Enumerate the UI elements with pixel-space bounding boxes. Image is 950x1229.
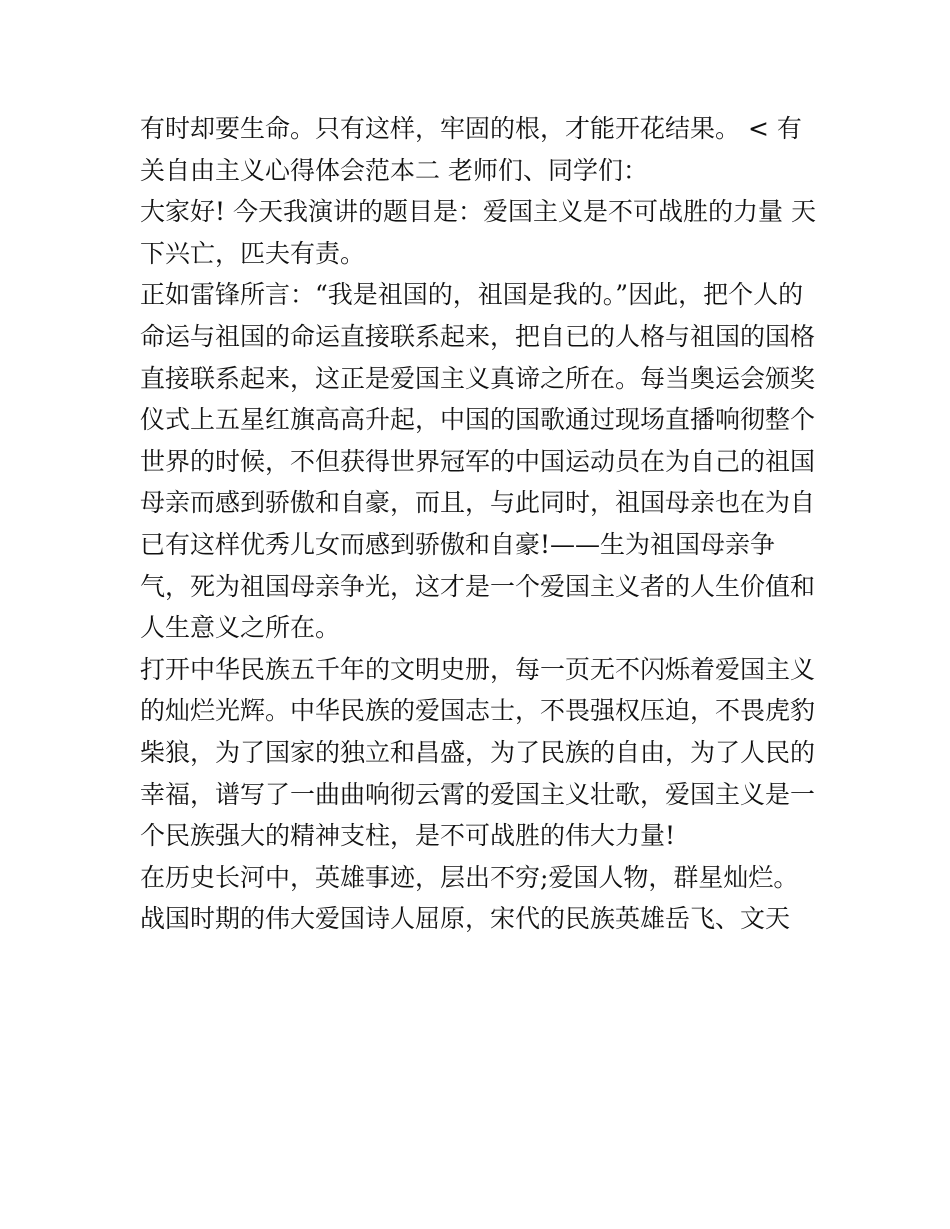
- text-line: 命运与祖国的命运直接联系起来，把自已的人格与祖国的国格: [140, 321, 816, 351]
- text-line: 母亲而感到骄傲和自豪，而且，与此同时，祖国母亲也在为自: [140, 488, 816, 518]
- text-line: 气，死为祖国母亲争光，这才是一个爱国主义者的人生价值和: [140, 571, 816, 601]
- text-line: 世界的时候，不但获得世界冠军的中国运动员在为自己的祖国: [140, 446, 816, 476]
- text-line: 在历史长河中，英雄事迹，层出不穷;爱国人物，群星灿烂。: [140, 862, 799, 892]
- text-line: 已有这样优秀儿女而感到骄傲和自豪!——生为祖国母亲争: [140, 529, 776, 559]
- text-line: 下兴亡，匹夫有责。: [140, 238, 366, 268]
- text-line: 幸福，谱写了一曲曲响彻云霄的爱国主义壮歌，爱国主义是一: [140, 779, 816, 809]
- text-line: 有时却要生命。只有这样，牢固的根，才能开花结果。 < 有: [140, 114, 802, 143]
- text-line: 正如雷锋所言：“我是祖国的，祖国是我的。”因此，把个人的: [140, 280, 804, 310]
- text-line: 的灿烂光辉。中华民族的爱国志士，不畏强权压迫，不畏虎豹: [140, 696, 816, 726]
- text-line: 关自由主义心得体会范本二 老师们、同学们：: [140, 155, 648, 185]
- body-text: [140, 108, 820, 940]
- text-line: 打开中华民族五千年的文明史册，每一页无不闪烁着爱国主义: [140, 654, 816, 684]
- text-line: 战国时期的伟大爱国诗人屈原，宋代的民族英雄岳飞、文天: [140, 904, 791, 934]
- text-line: 柴狼，为了国家的独立和昌盛，为了民族的自由，为了人民的: [140, 737, 816, 767]
- text-line: 直接联系起来，这正是爱国主义真谛之所在。每当奥运会颁奖: [140, 363, 816, 393]
- text-line: 大家好! 今天我演讲的题目是：爱国主义是不可战胜的力量 天: [140, 197, 816, 227]
- text-line: 人生意义之所在。: [140, 613, 341, 643]
- text-line: 仪式上五星红旗高高升起，中国的国歌通过现场直播响彻整个: [140, 405, 816, 435]
- text-line: 个民族强大的精神支柱，是不可战胜的伟大力量!: [140, 821, 676, 851]
